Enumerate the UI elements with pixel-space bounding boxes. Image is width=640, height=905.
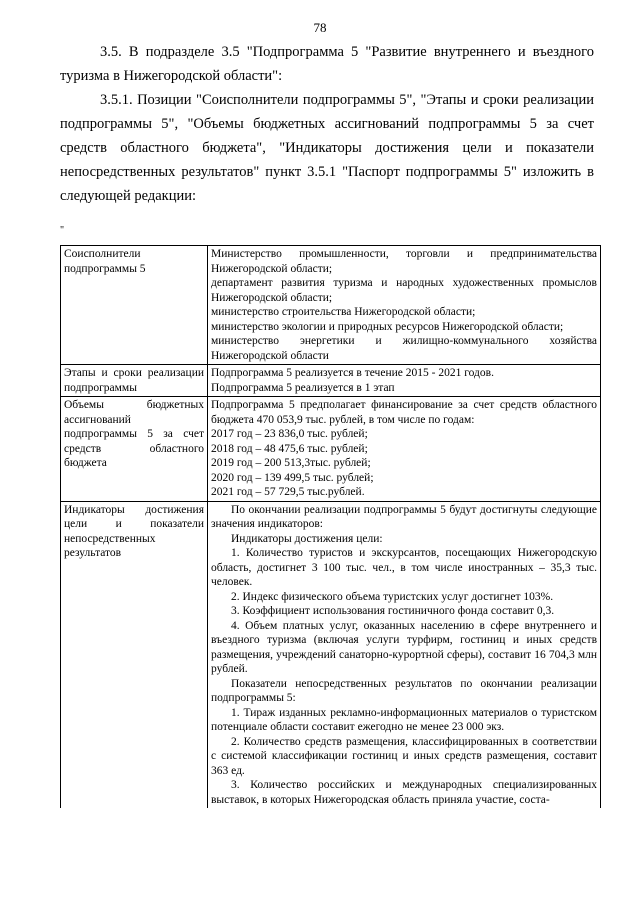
paragraph-3-5-1: 3.5.1. Позиции "Соисполнители подпрограммы 5", "Этапы и сроки реализации подпрограммы 5", "Объемы бюджетных ассигнований подпрограммы 5 за счет средств областного бюджета", "Индикаторы достижения цели и показатели непосредственных результатов" пункт 3.5.1 "Паспорт подпрограммы 5" изложить в следующей редакции: <box>60 92 594 204</box>
coexecutor-line: Министерство промышленности, торговли и предпринимательства Нижегородской области; <box>211 248 597 275</box>
budget-year-line: 2017 год – 23 836,0 тыс. рублей; <box>211 428 368 440</box>
budget-year-line: 2020 год – 139 499,5 тыс. рублей; <box>211 471 374 484</box>
indicator-line: Индикаторы достижения цели: <box>231 532 383 545</box>
indicator-line: 1. Количество туристов и экскурсантов, посещающих Нижегородскую область, достигнет 3 100 тыс. чел., в том числе иностранных – 35,3 тыс. человек. <box>211 547 597 588</box>
indicator-line: По окончании реализации подпрограммы 5 будут достигнуты следующие значения индикаторов: <box>211 503 597 530</box>
row-label: Соисполнители подпрограммы 5 <box>61 246 208 365</box>
coexecutor-line: министерство экологии и природных ресурсов Нижегородской области; <box>211 320 564 333</box>
table-row-indicators <box>61 501 601 808</box>
row-value <box>208 365 601 397</box>
row-value <box>208 397 601 502</box>
indicator-line: 2. Количество средств размещения, классифицированных в соответствии с системой классификации гостиниц и иных средств размещения, составит 363 ед. <box>211 735 597 777</box>
table-row-stages <box>61 365 601 397</box>
page-number: 78 <box>313 20 327 35</box>
row-label: Объемы бюджетных ассигнований подпрограммы 5 за счет средств областного бюджета <box>61 397 208 502</box>
paragraph-3-5: 3.5. В подразделе 3.5 "Подпрограмма 5 "Развитие внутреннего и въездного туризма в Нижегородской области": <box>60 44 594 84</box>
budget-year-line: 2019 год – 200 513,3тыс. рублей; <box>211 457 371 469</box>
row-label: Индикаторы достижения цели и показатели непосредственных результатов <box>61 501 208 808</box>
passport-table <box>60 245 601 808</box>
stage-line: Подпрограмма 5 реализуется в 1 этап <box>211 381 395 394</box>
indicator-line: 3. Количество российских и международных специализированных выставок, в которых Нижегородская область приняла участие, соста- <box>211 779 597 806</box>
indicator-line: 2. Индекс физического объема туристских услуг достигнет 103%. <box>231 590 554 603</box>
coexecutor-line: министерство энергетики и жилищно-коммунального хозяйства Нижегородской области <box>211 335 597 362</box>
row-value <box>208 501 601 808</box>
indicator-line: Показатели непосредственных результатов по окончании реализации подпрограммы 5: <box>211 677 597 704</box>
opening-quote-mark: " <box>60 225 65 236</box>
coexecutor-line: министерство строительства Нижегородской области; <box>211 306 476 318</box>
indicator-line: 1. Тираж изданных рекламно-информационных материалов о туристском потенциале области составит ежегодно не менее 23 000 экз. <box>211 706 597 733</box>
table-row-coexecutors <box>61 246 601 365</box>
coexecutor-line: департамент развития туризма и народных художественных промыслов Нижегородской области; <box>211 277 597 304</box>
indicator-line: 4. Объем платных услуг, оказанных населению в сфере внутреннего и въездного туризма (включая услуги турфирм, гостиниц и иных средств размещения, учреждений санаторно-курортной сферы), составит 16 704,3 млн рублей. <box>211 619 597 675</box>
row-value <box>208 246 601 365</box>
table-row-budget <box>61 397 601 502</box>
stage-line: Подпрограмма 5 реализуется в течение 2015 - 2021 годов. <box>211 367 494 379</box>
budget-year-line: 2018 год – 48 475,6 тыс. рублей; <box>211 442 368 455</box>
budget-line: Подпрограмма 5 предполагает финансирование за счет средств областного бюджета 470 053,9 тыс. рублей, в том числе по годам: <box>211 399 597 426</box>
row-label: Этапы и сроки реализации подпрограммы <box>61 365 208 397</box>
indicator-line: 3. Коэффициент использования гостиничного фонда составит 0,3. <box>231 605 555 617</box>
budget-year-line: 2021 год – 57 729,5 тыс.рублей. <box>211 486 365 498</box>
